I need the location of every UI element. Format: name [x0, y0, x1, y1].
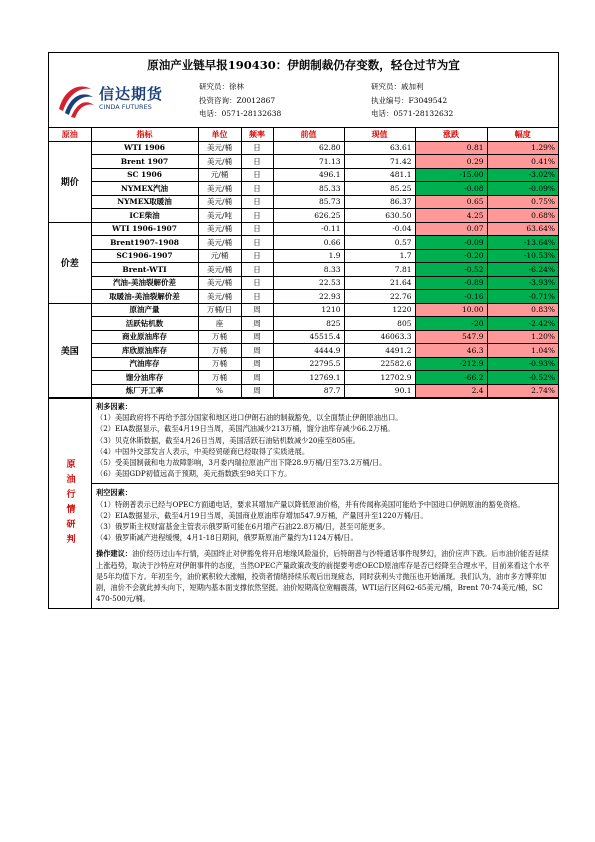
analysis-side-text: 原油行情研判: [64, 458, 75, 549]
change-percent: 0.68%: [487, 209, 558, 223]
unit-cell: 美元/桶: [198, 141, 241, 155]
report-sheet: [48, 52, 559, 609]
indicator-name: 炼厂开工率: [91, 384, 198, 398]
table-row: [49, 344, 558, 358]
bull-item: （6）美国GDP初值远高于预期，美元指数跌至98关口下方。: [96, 469, 292, 479]
change-percent: 1.29%: [487, 141, 558, 155]
table-row: [49, 168, 558, 182]
bull-item: （2）EIA数据显示，截至4月19日当周，美国汽油减少213万桶，馏分油库存减少66.2万桶。: [96, 424, 395, 434]
previous-value: 12769.1: [273, 371, 344, 385]
table-header-row: [49, 128, 558, 141]
indicator-name: 汽油-美油裂解价差: [91, 276, 198, 290]
report-title: 原油产业链早报190430：伊朗制裁仍存变数，轻仓过节为宜: [147, 58, 460, 72]
current-value: 22.76: [344, 290, 415, 304]
previous-value: 22.93: [273, 290, 344, 304]
change-percent: -3.02%: [487, 168, 558, 182]
change-percent: 0.41%: [487, 155, 558, 169]
change-value: 547.9: [415, 330, 487, 344]
change-value: 2.4: [415, 384, 487, 398]
change-value: -0.08: [415, 182, 487, 196]
indicator-name: 原油产量: [91, 303, 198, 317]
frequency-cell: 周: [241, 384, 273, 398]
previous-value: 85.33: [273, 182, 344, 196]
unit-cell: 美元/桶: [198, 276, 241, 290]
indicator-name: NYMEX汽油: [91, 182, 198, 196]
unit-cell: %: [198, 384, 241, 398]
table-row: [49, 330, 558, 344]
header-cell: 幅度: [487, 128, 558, 141]
change-value: -212.9: [415, 357, 487, 371]
bull-item: （1）美国政府将不再给予部分国家和地区进口伊朗石油的制裁豁免，以全面禁止伊朗原油出口。: [96, 413, 403, 423]
change-value: -0.16: [415, 290, 487, 304]
bull-item: （5）受美国制裁和电力故障影响，3月委内瑞拉原油产出下降28.9万桶/日至73.2万桶/日。: [96, 458, 387, 468]
previous-value: 825: [273, 317, 344, 331]
frequency-cell: 周: [241, 303, 273, 317]
change-percent: -0.71%: [487, 290, 558, 304]
table-row: [49, 263, 558, 277]
previous-value: 87.7: [273, 384, 344, 398]
analysis-section: [49, 398, 558, 608]
frequency-cell: 日: [241, 141, 273, 155]
indicator-name: NYMEX取暖油: [91, 195, 198, 209]
report-header: [49, 53, 558, 128]
previous-value: 85.73: [273, 195, 344, 209]
change-percent: -2.42%: [487, 317, 558, 331]
table-row: [49, 141, 558, 155]
logo-text-en: CINDA FUTURES: [99, 103, 152, 111]
indicator-name: WTI 1906-1907: [91, 222, 198, 236]
current-value: 22582.6: [344, 357, 415, 371]
previous-value: 1210: [273, 303, 344, 317]
table-row: [49, 303, 558, 317]
current-value: 805: [344, 317, 415, 331]
current-value: 630.50: [344, 209, 415, 223]
frequency-cell: 日: [241, 182, 273, 196]
indicator-name: 汽油库存: [91, 357, 198, 371]
current-value: 71.42: [344, 155, 415, 169]
frequency-cell: 日: [241, 236, 273, 250]
logo-text-cn: 信达期货: [99, 85, 164, 103]
current-value: 4491.2: [344, 344, 415, 358]
researcher-1-tel: 电话：0571-28132638: [199, 109, 282, 118]
frequency-cell: 日: [241, 263, 273, 277]
current-value: 90.1: [344, 384, 415, 398]
researcher-1-cert: 投资咨询：Z0012867: [199, 95, 276, 105]
unit-cell: 万桶: [198, 357, 241, 371]
table-row: [49, 249, 558, 263]
change-percent: -6.24%: [487, 263, 558, 277]
frequency-cell: 日: [241, 168, 273, 182]
bear-list: [96, 499, 554, 544]
bear-item: （4）俄罗斯减产进程缓慢，4月1-18日期间，俄罗斯原油产量约为1124万桶/日。: [96, 533, 358, 543]
previous-value: 8.33: [273, 263, 344, 277]
bull-list: [96, 412, 554, 479]
frequency-cell: 周: [241, 330, 273, 344]
change-percent: -3.93%: [487, 276, 558, 290]
indicator-name: Brent-WTI: [91, 263, 198, 277]
unit-cell: 万桶: [198, 371, 241, 385]
frequency-cell: 日: [241, 276, 273, 290]
change-percent: 1.20%: [487, 330, 558, 344]
indicator-name: SC 1906: [91, 168, 198, 182]
change-value: -0.09: [415, 236, 487, 250]
divider: [92, 483, 558, 484]
previous-value: 0.66: [273, 236, 344, 250]
indicator-name: Brent 1907: [91, 155, 198, 169]
indicator-name: Brent1907-1908: [91, 236, 198, 250]
bear-item: （2）EIA数据显示，截至4月19日当周，美国商业原油库存增加547.9万桶，产量回升至1220万桶/日。: [96, 510, 428, 520]
change-value: -66.2: [415, 371, 487, 385]
table-row: [49, 276, 558, 290]
change-percent: -0.09%: [487, 182, 558, 196]
indicator-table: [49, 128, 558, 398]
previous-value: 496.1: [273, 168, 344, 182]
change-value: 0.65: [415, 195, 487, 209]
header-cell: 频率: [241, 128, 273, 141]
change-value: 0.07: [415, 222, 487, 236]
unit-cell: 美元/吨: [198, 209, 241, 223]
frequency-cell: 日: [241, 290, 273, 304]
change-value: 0.29: [415, 155, 487, 169]
unit-cell: 万桶: [198, 330, 241, 344]
current-value: 481.1: [344, 168, 415, 182]
frequency-cell: 日: [241, 155, 273, 169]
change-percent: 0.83%: [487, 303, 558, 317]
unit-cell: 美元/桶: [198, 222, 241, 236]
change-percent: -0.93%: [487, 357, 558, 371]
indicator-name: ICE柴油: [91, 209, 198, 223]
advice-body: 油价经历过山车行情，美国终止对伊豁免将开启地缘风险溢价，后特朗普与沙特通话事件现梦幻，油价应声下跌。后市油价能否延续上涨趋势，取决于沙特应对伊朗事件的态度，当然OPEC产量政策改变的前提要考虑OECD原油库存是否已经降至合理水平，目前来看这个水平是5年均值下方。年初至今，油价累积较大涨幅，投资者情绪持续乐观后出现疲态，同时获利头寸抛压也开始涌现。我们认为，油市多方博弈加剧，油价不会就此掉头向下，短期内基本面支撑依然坚挺。油价短期高位宽幅震荡，WTI运行区间62-65美元/桶，Brent 70-74美元/桶，SC 470-500元/桶。: [96, 549, 550, 604]
frequency-cell: 周: [241, 371, 273, 385]
group-label: 期价: [49, 141, 91, 222]
table-row: [49, 195, 558, 209]
current-value: 85.25: [344, 182, 415, 196]
previous-value: 22.53: [273, 276, 344, 290]
indicator-name: WTI 1906: [91, 141, 198, 155]
unit-cell: 美元/桶: [198, 236, 241, 250]
indicator-table-body: [49, 128, 558, 398]
unit-cell: 美元/桶: [198, 263, 241, 277]
logo-mark-icon: [55, 79, 95, 119]
previous-value: 1.9: [273, 249, 344, 263]
frequency-cell: 周: [241, 357, 273, 371]
unit-cell: 美元/桶: [198, 195, 241, 209]
table-row: [49, 155, 558, 169]
change-value: -0.52: [415, 263, 487, 277]
unit-cell: 万桶: [198, 344, 241, 358]
bull-item: （4）中国外交部发言人表示，中美经贸磋商已经取得了实质进展。: [96, 446, 310, 456]
frequency-cell: 周: [241, 344, 273, 358]
researcher-2: [371, 80, 453, 121]
previous-value: 62.80: [273, 141, 344, 155]
current-value: 7.81: [344, 263, 415, 277]
current-value: 21.64: [344, 276, 415, 290]
current-value: 63.61: [344, 141, 415, 155]
table-row: [49, 371, 558, 385]
bull-title: 利多因素：: [96, 402, 132, 411]
unit-cell: 美元/桶: [198, 182, 241, 196]
change-percent: 0.75%: [487, 195, 558, 209]
researcher-2-name: 研究员：戚加利: [371, 82, 424, 91]
previous-value: -0.11: [273, 222, 344, 236]
change-value: -0.89: [415, 276, 487, 290]
company-logo: [55, 79, 167, 121]
change-percent: -0.52%: [487, 371, 558, 385]
unit-cell: 座: [198, 317, 241, 331]
table-row: [49, 182, 558, 196]
advice-paragraph: [96, 548, 554, 604]
researcher-2-tel: 电话：0571-28132632: [371, 109, 454, 118]
current-value: 86.37: [344, 195, 415, 209]
current-value: 12702.9: [344, 371, 415, 385]
frequency-cell: 日: [241, 209, 273, 223]
bear-item: （3）俄罗斯主权财富基金主管表示俄罗斯可能在6月增产石油22.8万桶/日，甚至可能更多。: [96, 522, 390, 532]
bear-item: （1）特朗普表示已经与OPEC方面通电话，要求其增加产量以降低原油价格，并有传闻称美国可能给予中国进口伊朗原油的豁免资格。: [96, 499, 525, 509]
previous-value: 22795.5: [273, 357, 344, 371]
researcher-1: [199, 80, 281, 121]
frequency-cell: 日: [241, 195, 273, 209]
table-row: [49, 384, 558, 398]
unit-cell: 元/桶: [198, 168, 241, 182]
bear-title: 利空因素：: [96, 488, 132, 498]
analysis-text: [92, 399, 558, 608]
header-cell: 前值: [273, 128, 344, 141]
header-cell: 涨跌: [415, 128, 487, 141]
table-row: [49, 209, 558, 223]
previous-value: 4444.9: [273, 344, 344, 358]
advice-title: 操作建议：: [96, 549, 132, 559]
change-percent: 63.64%: [487, 222, 558, 236]
indicator-name: 活跃钻机数: [91, 317, 198, 331]
change-percent: -13.64%: [487, 236, 558, 250]
previous-value: 45515.4: [273, 330, 344, 344]
frequency-cell: 日: [241, 222, 273, 236]
indicator-name: SC1906-1907: [91, 249, 198, 263]
indicator-name: 取暖油-美油裂解价差: [91, 290, 198, 304]
table-row: [49, 222, 558, 236]
change-value: 0.81: [415, 141, 487, 155]
change-value: -20: [415, 317, 487, 331]
unit-cell: 美元/桶: [198, 290, 241, 304]
frequency-cell: 日: [241, 249, 273, 263]
header-cell: 单位: [198, 128, 241, 141]
unit-cell: 万桶/日: [198, 303, 241, 317]
current-value: 0.57: [344, 236, 415, 250]
bull-item: （3）贝克休斯数据，截至4月26日当周，美国活跃石油钻机数减少20座至805座。: [96, 435, 360, 445]
analysis-side-label: [49, 399, 92, 608]
change-percent: 1.04%: [487, 344, 558, 358]
indicator-name: 馏分油库存: [91, 371, 198, 385]
indicator-name: 库欣原油库存: [91, 344, 198, 358]
frequency-cell: 周: [241, 317, 273, 331]
researcher-2-cert: 执业编号：F3049542: [371, 95, 448, 105]
group-label: 美国: [49, 303, 91, 398]
change-value: -0.20: [415, 249, 487, 263]
unit-cell: 元/桶: [198, 249, 241, 263]
table-row: [49, 290, 558, 304]
change-percent: 2.74%: [487, 384, 558, 398]
table-row: [49, 357, 558, 371]
current-value: 46063.3: [344, 330, 415, 344]
header-cell: 指标: [91, 128, 198, 141]
change-value: -15.00: [415, 168, 487, 182]
current-value: 1220: [344, 303, 415, 317]
header-cell: 现值: [344, 128, 415, 141]
table-row: [49, 317, 558, 331]
change-percent: -10.53%: [487, 249, 558, 263]
indicator-name: 商业原油库存: [91, 330, 198, 344]
table-row: [49, 236, 558, 250]
current-value: -0.04: [344, 222, 415, 236]
previous-value: 626.25: [273, 209, 344, 223]
group-label: 价差: [49, 222, 91, 303]
unit-cell: 美元/桶: [198, 155, 241, 169]
current-value: 1.7: [344, 249, 415, 263]
header-cell: 原油: [49, 128, 91, 141]
previous-value: 71.13: [273, 155, 344, 169]
change-value: 4.25: [415, 209, 487, 223]
change-value: 46.3: [415, 344, 487, 358]
researcher-1-name: 研究员：徐林: [199, 82, 244, 91]
change-value: 10.00: [415, 303, 487, 317]
